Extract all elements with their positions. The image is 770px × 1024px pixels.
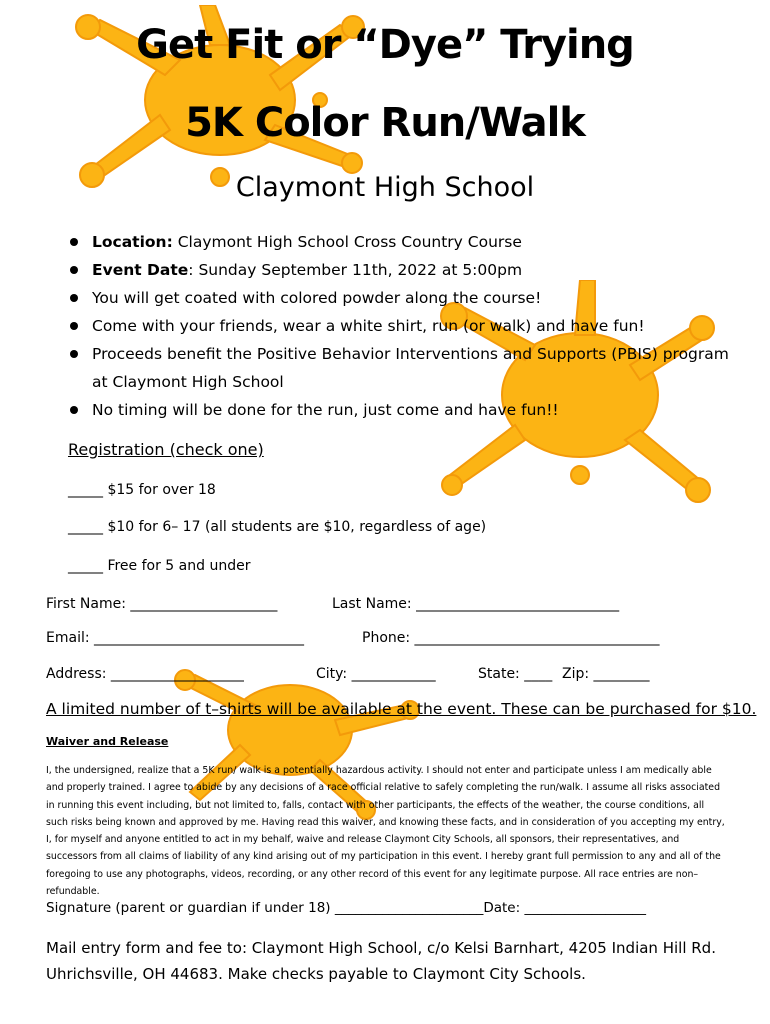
flyer-title: Get Fit or “Dye” Trying <box>136 22 634 68</box>
zip-field[interactable]: Zip: ________ <box>562 666 650 682</box>
registration-title: Registration (check one) <box>68 440 264 459</box>
registration-option-youth[interactable]: _____ $10 for 6– 17 (all students are $10, regardless of age) <box>68 519 487 535</box>
state-field[interactable]: State: ____ <box>478 666 553 682</box>
waiver-text: I, the undersigned, realize that a 5K run/ walk is a potentially hazardous activity. I should not enter and participate unless I am medically able and properly trained. I agree to abide by any decisions of a race official relative to safely completing the run/walk. I assume all risks associated in running this event including, but not limited to, falls, contact with other participants, the effects of the weather, the course conditions, all such risks being known and approved by me. Having read this waiver, and knowing these facts, and in consideration of you accepting my entry, I, for myself and anyone entitled to act in my behalf, waive and release Claymont City Schools, all sponsors, their representatives, and successors from all claims of liability of any kind arising out of my participation in this event. I hereby grant full permission to any and all of the foregoing to use any photographs, videos, recording, or any other record of this event for any legitimate purpose. All race entries are non– refundable. <box>46 765 725 898</box>
waiver-title: Waiver and Release <box>46 735 169 748</box>
detail-proceeds: Proceeds benefit the Positive Behavior Interventions and Supports (PBIS) program at Claymont High School <box>68 340 738 396</box>
registration-option-adult[interactable]: _____ $15 for over 18 <box>68 482 216 498</box>
detail-colored-powder: You will get coated with colored powder along the course! <box>68 284 738 312</box>
tshirt-note: A limited number of t–shirts will be available at the event. These can be purchased for $10. <box>46 700 757 718</box>
address-field[interactable]: Address: ___________________ <box>46 666 244 682</box>
event-details-list <box>68 228 738 424</box>
flyer-subtitle: 5K Color Run/Walk <box>185 100 585 146</box>
registration-option-child[interactable]: _____ Free for 5 and under <box>68 558 251 574</box>
detail-event-date: Event Date: Sunday September 11th, 2022 at 5:00pm <box>68 256 738 284</box>
detail-no-timing: No timing will be done for the run, just come and have fun!! <box>68 396 738 424</box>
first-name-field[interactable]: First Name: _____________________ <box>46 596 278 612</box>
detail-location: Location: Claymont High School Cross Country Course <box>68 228 738 256</box>
city-field[interactable]: City: ____________ <box>316 666 436 682</box>
phone-field[interactable]: Phone: ___________________________________ <box>362 630 660 646</box>
detail-bring-friends: Come with your friends, wear a white shirt, run (or walk) and have fun! <box>68 312 738 340</box>
signature-field[interactable]: Signature (parent or guardian if under 18) ______________________Date: __________________ <box>46 900 646 916</box>
mail-instructions: Mail entry form and fee to: Claymont High School, c/o Kelsi Barnhart, 4205 Indian Hill Rd. Uhrichsville, OH 44683. Make checks payable to Claymont City Schools. <box>46 939 716 983</box>
email-field[interactable]: Email: ______________________________ <box>46 630 305 646</box>
last-name-field[interactable]: Last Name: _____________________________ <box>332 596 620 612</box>
school-name: Claymont High School <box>235 172 535 203</box>
